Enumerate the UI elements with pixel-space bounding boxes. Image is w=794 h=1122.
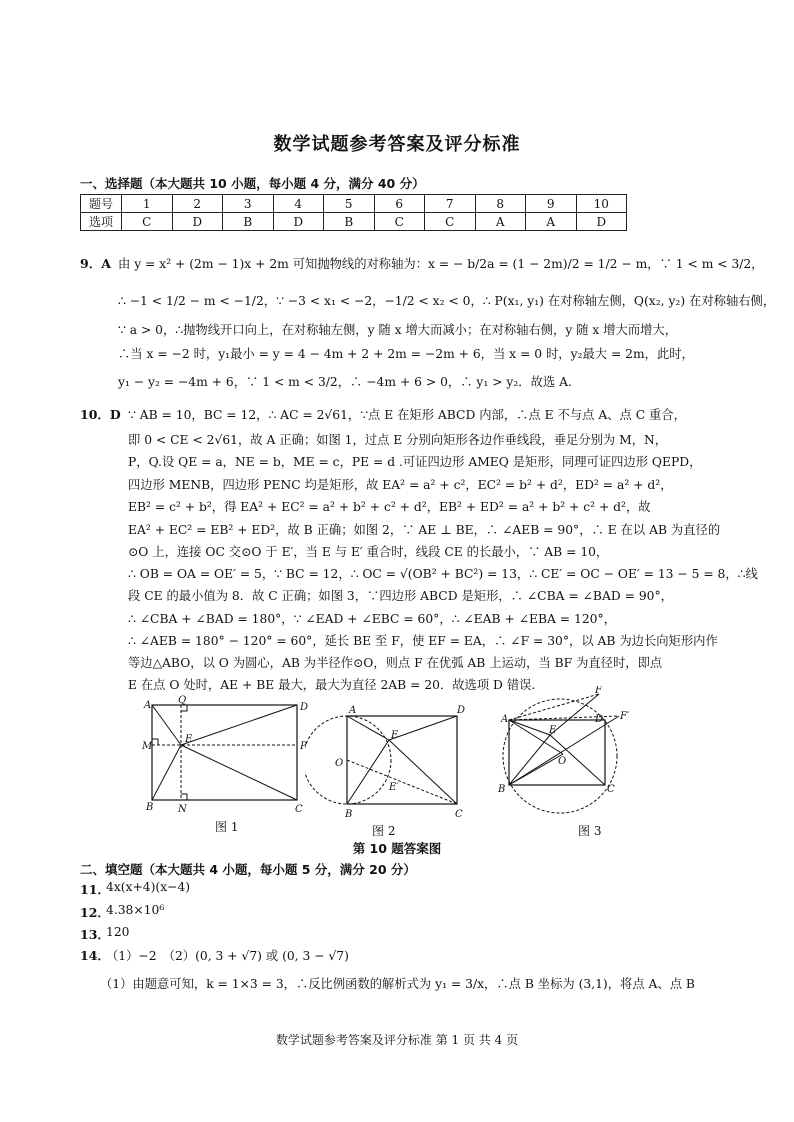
q10-line: ⊙O 上，连接 OC 交⊙O 于 E′，当 E 与 E′ 重合时，线段 CE 的长最小，∵ AB = 10， (128, 545, 609, 559)
q11-number: 11． (80, 882, 110, 897)
figure-2 (305, 700, 475, 825)
table-cell: B (223, 213, 274, 231)
svg-text:O: O (558, 756, 567, 767)
svg-text:E′: E′ (389, 782, 399, 793)
q10-line: E 在点 O 处时，AE + BE 最大，最大为直径 2AB = 20．故选项 D 错误. (128, 678, 536, 692)
fig1-caption: 图 1 (215, 820, 239, 834)
q14-answer: （1）−2 （2）(0, 3 + √7) 或 (0, 3 − √7) (106, 949, 349, 963)
page-title: 数学试题参考答案及评分标准 (273, 134, 521, 155)
table-cell: C (122, 213, 173, 231)
table-cell: 4 (273, 195, 324, 213)
q10-number: 10．D (80, 407, 121, 422)
q9-line: ∵ a > 0，∴抛物线开口向上，在对称轴左侧，y 随 x 增大而减小；在对称轴右侧，y 随 x 增大而增大， (118, 323, 678, 337)
q10-line: ∴ OB = OA = OE′ = 5，∵ BC = 12，∴ OC = √(OB² + BC²) = 13，∴ CE′ = OC − OE′ = 13 − 5 = 8，∴线 (128, 567, 758, 581)
table-cell: 7 (425, 195, 476, 213)
table-cell: A (526, 213, 577, 231)
q10-line: EA² + EC² = EB² + ED²，故 B 正确；如图 2，∵ AE ⊥ BE，∴ ∠AEB = 90°，∴ E 在以 AB 为直径的 (128, 523, 721, 537)
svg-text:B: B (345, 809, 353, 820)
q9-line: ∴ −1 < 1/2 − m < −1/2，∵ −3 < x₁ < −2，−1/2 < x₂ < 0，∴ P(x₁, y₁) 在对称轴左侧，Q(x₂, y₂) 在对称轴右侧， (118, 294, 776, 308)
q10-line: 等边△ABO，以 O 为圆心，AB 为半径作⊙O，则点 F 在优弧 AB 上运动，当 BF 为直径时，即点 (128, 656, 663, 670)
q10-line: ∵ AB = 10，BC = 12，∴ AC = 2√61，∵点 E 在矩形 ABCD 内部，∴点 E 不与点 A、点 C 重合， (128, 408, 686, 422)
table-cell: 6 (374, 195, 425, 213)
svg-text:Q: Q (178, 695, 187, 706)
q9-line: y₁ − y₂ = −4m + 6，∵ 1 < m < 3/2，∴ −4m + 6 > 0，∴ y₁ > y₂．故选 A. (118, 375, 572, 389)
svg-text:C: C (455, 809, 463, 820)
q11-answer: 4x(x+4)(x−4) (106, 880, 191, 894)
q9-line: 由 y = x² + (2m − 1)x + 2m 可知抛物线的对称轴为：x = − b/2a = (1 − 2m)/2 = 1/2 − m，∵ 1 < m < 3/2， (118, 257, 764, 271)
row-label-num: 题号 (81, 195, 122, 213)
q14-number: 14． (80, 948, 110, 963)
fig2-caption: 图 2 (372, 824, 396, 838)
page-footer: 数学试题参考答案及评分标准 第 1 页 共 4 页 (275, 1033, 519, 1047)
table-cell: 1 (122, 195, 173, 213)
table-cell: 10 (576, 195, 627, 213)
table-cell: 8 (475, 195, 526, 213)
answer-table-row-answers (81, 213, 627, 231)
svg-text:O: O (335, 758, 344, 769)
section1-heading: 一、选择题（本大题共 10 小题，每小题 4 分，满分 40 分） (80, 176, 425, 191)
figure-title: 第 10 题答案图 (352, 841, 442, 856)
svg-text:D: D (300, 702, 309, 713)
q9-number: 9．A (80, 256, 111, 271)
q12-answer: 4.38×10⁶ (106, 903, 165, 917)
q10-line: ∴ ∠CBA + ∠BAD = 180°，∵ ∠EAD + ∠EBC = 60°，∴ ∠EAB + ∠EBA = 120°， (128, 612, 616, 626)
table-cell: A (475, 213, 526, 231)
svg-text:M: M (142, 741, 153, 752)
section2-heading: 二、填空题（本大题共 4 小题，每小题 5 分，满分 20 分） (80, 862, 416, 877)
svg-text:A: A (501, 714, 509, 725)
svg-text:D: D (595, 714, 604, 725)
table-cell: B (324, 213, 375, 231)
svg-text:N: N (178, 804, 187, 815)
svg-text:F′: F′ (620, 711, 630, 722)
q13-number: 13． (80, 927, 110, 942)
svg-text:E: E (549, 725, 557, 736)
svg-text:E: E (185, 734, 193, 745)
q9-line: ∴当 x = −2 时，y₁最小 = y = 4 − 4m + 2 + 2m = −2m + 6，当 x = 0 时，y₂最大 = 2m，此时， (118, 347, 694, 361)
svg-text:B: B (146, 802, 154, 813)
svg-text:A: A (144, 700, 152, 711)
table-cell: C (425, 213, 476, 231)
table-cell: D (273, 213, 324, 231)
table-cell: C (374, 213, 425, 231)
q14-solution-line: （1）由题意可知，k = 1×3 = 3，∴反比例函数的解析式为 y₁ = 3/x，∴点 B 坐标为 (3,1)，将点 A、点 B (100, 977, 695, 991)
svg-text:F: F (595, 686, 602, 696)
q10-line: ∴ ∠AEB = 180° − 120° = 60°，延长 BE 至 F，使 EF = EA，∴ ∠F = 30°，以 AB 为边长向矩形内作 (128, 634, 718, 648)
table-cell: 9 (526, 195, 577, 213)
table-cell: 5 (324, 195, 375, 213)
q13-answer: 120 (106, 925, 130, 939)
q10-line: 四边形 MENB，四边形 PENC 均是矩形，故 EA² = a² + c²，EC² = b² + d²，ED² = a² + d²， (128, 478, 673, 492)
row-label-ans: 选项 (81, 213, 122, 231)
figure-1 (140, 695, 320, 820)
q10-line: EB² = c² + b²，得 EA² + EC² = a² + b² + c² + d²，EB² + ED² = a² + b² + c² + d²，故 (128, 500, 651, 514)
q10-line: 即 0 < CE < 2√61，故 A 正确；如图 1，过点 E 分别向矩形各边作垂线段，垂足分别为 M，N， (128, 433, 668, 447)
svg-text:C: C (295, 804, 303, 815)
table-cell: 3 (223, 195, 274, 213)
svg-text:B: B (498, 784, 506, 795)
svg-text:A: A (349, 705, 357, 716)
svg-text:P: P (300, 741, 307, 752)
answer-table (80, 194, 627, 231)
svg-text:D: D (457, 705, 466, 716)
svg-text:C: C (607, 784, 615, 795)
table-cell: 2 (172, 195, 223, 213)
q12-number: 12． (80, 905, 110, 920)
table-cell: D (576, 213, 627, 231)
svg-text:E: E (391, 730, 399, 741)
figure-3 (495, 686, 640, 821)
fig3-caption: 图 3 (578, 824, 602, 838)
table-cell: D (172, 213, 223, 231)
q10-line: P，Q.设 QE = a，NE = b，ME = c，PE = d .可证四边形 AMEQ 是矩形，同理可证四边形 QEPD， (128, 455, 702, 469)
q10-line: 段 CE 的最小值为 8．故 C 正确；如图 3，∵四边形 ABCD 是矩形，∴ ∠CBA = ∠BAD = 90°， (128, 589, 673, 603)
answer-table-row-numbers (81, 195, 627, 213)
